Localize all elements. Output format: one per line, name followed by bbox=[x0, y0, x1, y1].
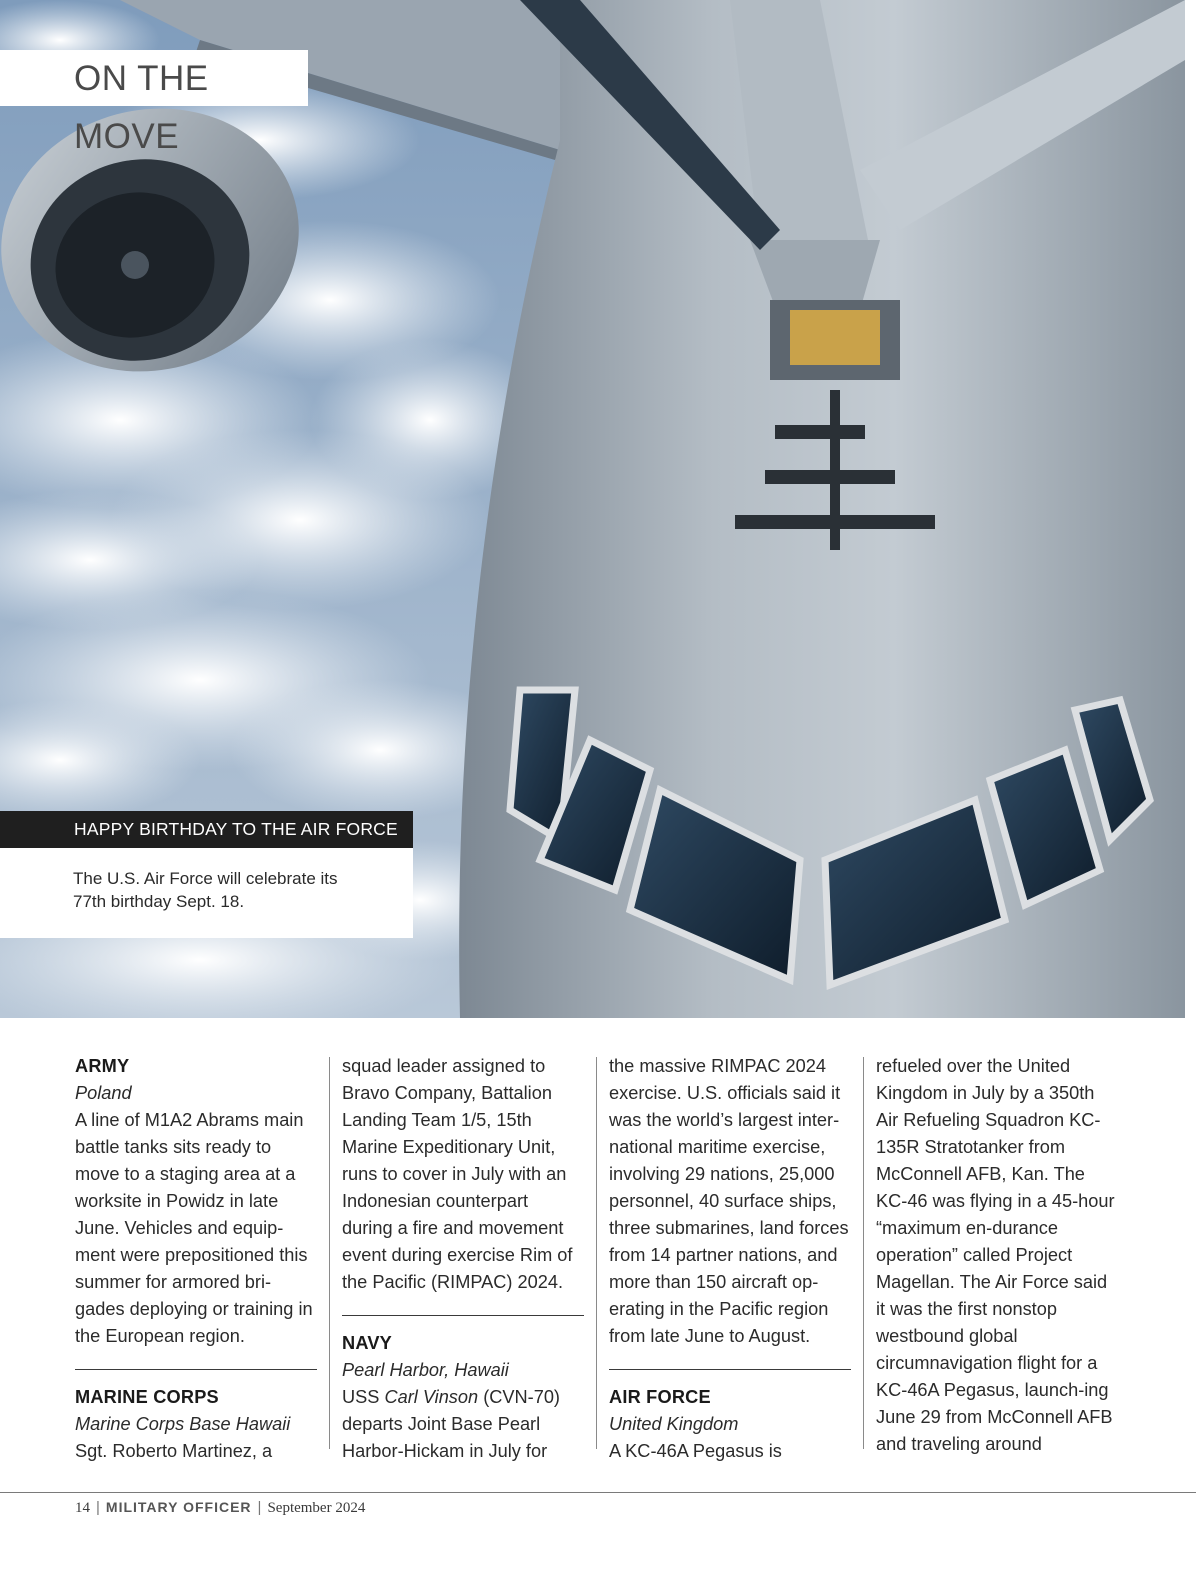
air-force-text-start: A KC-46A Pegasus is bbox=[609, 1441, 782, 1461]
column-divider bbox=[863, 1057, 864, 1449]
page-number: 14 bbox=[75, 1500, 90, 1516]
marine-corps-heading: MARINE CORPS bbox=[75, 1387, 219, 1407]
navy-heading: NAVY bbox=[342, 1333, 392, 1353]
callout-heading: HAPPY BIRTHDAY TO THE AIR FORCE bbox=[0, 811, 413, 848]
column-divider bbox=[329, 1057, 330, 1449]
divider-rule bbox=[342, 1315, 584, 1316]
navy-text-cont: the massive RIMPAC 2024 exercise. U.S. officials said it was the world’s largest inter-national maritime exercise, involving 29 nations, 25,000 personnel, 40 surface ships, three submarines, land forces from 14 partner nations, and more than 150 aircraft op-erating in the Pacific region from late June to August. bbox=[609, 1056, 849, 1346]
marine-corps-text-start: Sgt. Roberto Martinez, a bbox=[75, 1441, 273, 1461]
column-1 bbox=[75, 1053, 315, 1465]
army-heading: ARMY bbox=[75, 1056, 130, 1076]
marine-corps-text-cont: squad leader assigned to Bravo Company, Battalion Landing Team 1/5, 15th Marine Expeditionary Unit, runs to cover in July with an Indonesian counterpart during a fire and movement event during exercise Rim of the Pacific (RIMPAC) 2024. bbox=[342, 1056, 573, 1292]
air-force-location: United Kingdom bbox=[609, 1414, 739, 1434]
footer-rule bbox=[0, 1492, 1196, 1493]
army-location: Poland bbox=[75, 1083, 132, 1103]
navy-text-prefix: USS bbox=[342, 1387, 385, 1407]
marine-corps-location: Marine Corps Base Hawaii bbox=[75, 1414, 291, 1434]
callout-body: The U.S. Air Force will celebrate its 77th birthday Sept. 18. bbox=[0, 848, 413, 938]
magazine-name: MILITARY OFFICER bbox=[105, 1499, 252, 1515]
section-label: ON THE MOVE bbox=[0, 50, 308, 106]
column-2 bbox=[342, 1053, 582, 1465]
navy-text-suffix: (CVN-70) departs Joint Base Pearl Harbor-Hickam in July for bbox=[342, 1387, 560, 1461]
navy-ship-name: Carl Vinson bbox=[384, 1387, 479, 1407]
air-force-heading: AIR FORCE bbox=[609, 1387, 711, 1407]
column-4 bbox=[876, 1053, 1116, 1458]
air-force-text-cont: refueled over the United Kingdom in July by a 350th Air Refueling Squadron KC-135R Stratotanker from McConnell AFB, Kan. The KC-46 was flying in a 45-hour “maximum en-durance operation” called Project Magellan. The Air Force said it was the first nonstop westbound global circumnavigation flight for a KC-46A Pegasus, launch-ing June 29 from McConnell AFB and traveling around bbox=[876, 1056, 1115, 1454]
page-footer bbox=[75, 1497, 365, 1518]
divider-rule bbox=[609, 1369, 851, 1370]
army-text: A line of M1A2 Abrams main battle tanks sits ready to move to a staging area at a worksite in Powidz in late June. Vehicles and equip-ment were prepositioned this summer for armored bri-gades deploying or training in the European region. bbox=[75, 1110, 313, 1346]
divider-rule bbox=[75, 1369, 317, 1370]
column-3 bbox=[609, 1053, 849, 1465]
navy-location: Pearl Harbor, Hawaii bbox=[342, 1360, 509, 1380]
footer-separator: | bbox=[257, 1499, 262, 1516]
footer-separator: | bbox=[96, 1499, 100, 1516]
column-divider bbox=[596, 1057, 597, 1449]
issue-date: September 2024 bbox=[267, 1500, 366, 1516]
navy-text-start bbox=[342, 1384, 582, 1465]
